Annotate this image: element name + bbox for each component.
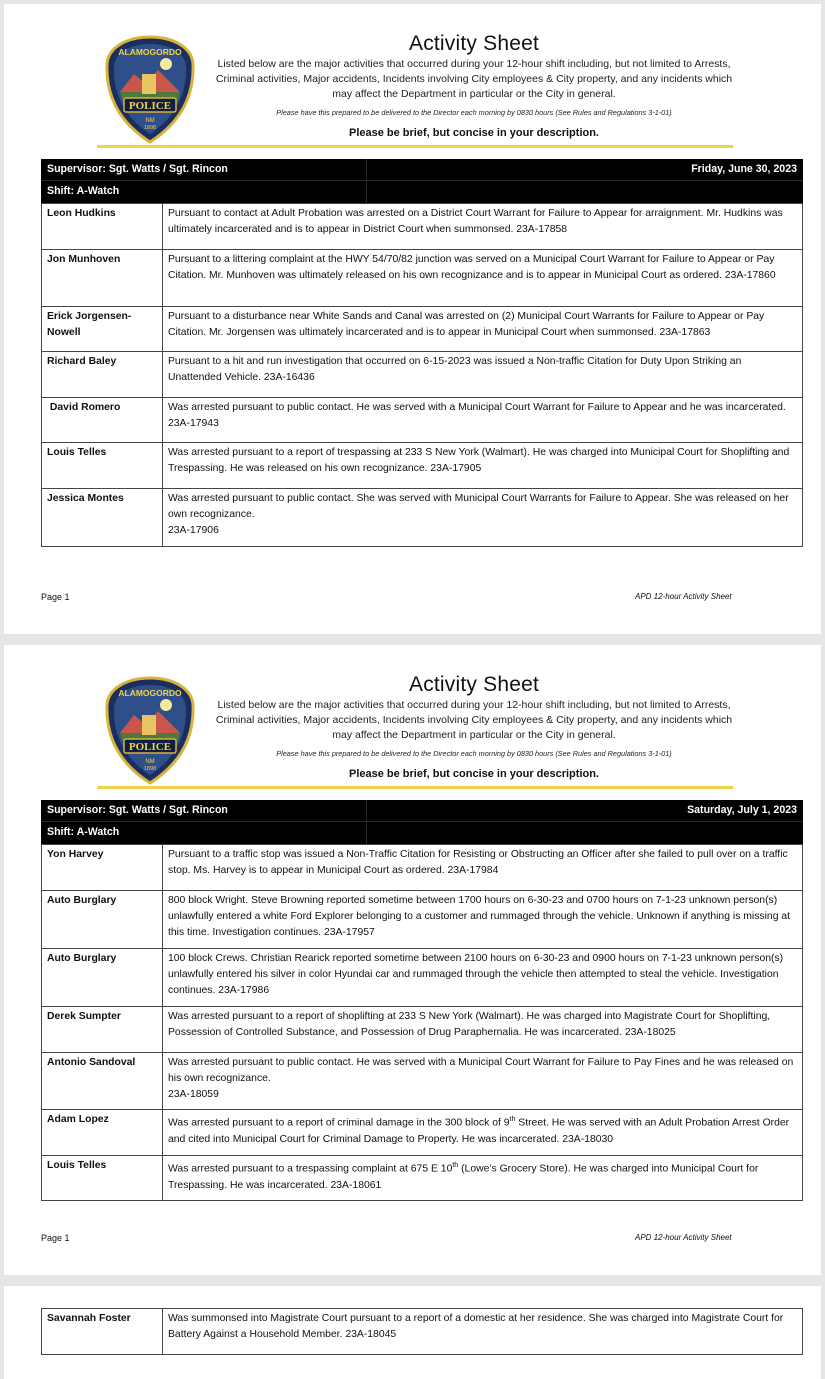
entry-description: Was arrested pursuant to public contact. He was served with a Municipal Court Warrant for Failure to Appear and he was incarcerated. 23A-17943 [163,398,803,443]
table-row [42,1053,803,1110]
entry-name: Louis Telles [42,1156,163,1201]
entry-description-cell [163,1053,803,1110]
shift-date: Saturday, July 1, 2023 [687,804,797,816]
header-note: Please have this prepared to be delivered to the Director each morning by 0830 hours (See Rules and Regulations 3-1-01) [276,108,672,117]
table-row [42,891,803,949]
table-row [42,845,803,891]
entry-description: Was arrested pursuant to public contact. He was served with a Municipal Court Warrant for Failure to Pay Fines and he was released on his own recognizance. [168,1057,794,1085]
entry-name: Derek Sumpter [42,1007,163,1053]
police-badge-logo [104,34,196,146]
entry-description: Was arrested pursuant to a trespassing complaint at 675 E 10 [168,1163,453,1175]
footer-page-number: Page 1 [41,592,70,602]
shift-header-bar [41,159,803,203]
entry-description: Was arrested pursuant to a report of shoplifting at 233 S New York (Walmart). He was charged into Magistrate Court for Shoplifting, Possession of Controlled Substance, and Possession of Drug Paraphernalia. He was incarcerated. 23A-18025 [163,1007,803,1053]
supervisor-label: Supervisor: Sgt. Watts / Sgt. Rincon [47,804,228,816]
entry-description-cell [163,489,803,547]
ordinal-suffix: th [509,1116,516,1123]
document-page-3 [4,1286,821,1379]
entry-name: Yon Harvey [42,845,163,891]
shift-label: Shift: A-Watch [47,826,120,838]
table-row [42,1110,803,1156]
logo-top-text: ALAMOGORDO [118,47,182,57]
entry-description: 800 block Wright. Steve Browning reported sometime between 1700 hours on 6-30-23 and 0700 hours on 7-1-23 unknown person(s) unlawfully entered a white Ford Explorer belonging to a customer and rummaged through the vehicle. Unknown if anything is missing at this time. Investigation continues. 23A-17957 [163,891,803,949]
table-row [42,307,803,352]
shift-label: Shift: A-Watch [47,185,120,197]
entry-description-cell [163,1156,803,1201]
entry-name: Auto Burglary [42,949,163,1007]
table-row [42,489,803,547]
entry-name: Antonio Sandoval [42,1053,163,1110]
entry-name: Savannah Foster [42,1309,163,1355]
entry-description: Was arrested pursuant to a report of trespassing at 233 S New York (Walmart). He was charged into Municipal Court for Shoplifting and Trespassing. He was released on his own recognizance. 23A-17905 [163,443,803,489]
entry-description: Was arrested pursuant to a report of criminal damage in the 300 block of 9 [168,1117,510,1129]
entry-name: Auto Burglary [42,891,163,949]
footer-title: APD 12-hour Activity Sheet [635,592,732,601]
footer-title: APD 12-hour Activity Sheet [635,1233,732,1242]
entry-description-cont: (Lowe’s Grocery Store). He was charged into Municipal Court for Trespassing. He was incarcerated. 23A-18061 [168,1163,759,1191]
police-badge-logo [104,675,196,787]
activity-table [41,1308,803,1355]
table-row [42,1156,803,1201]
entry-name: Jessica Montes [42,489,163,547]
document-page-1 [4,4,821,634]
table-row [42,949,803,1007]
gold-divider [97,786,733,789]
activity-table [41,203,803,547]
entry-name: Leon Hudkins [42,204,163,250]
entry-description: Pursuant to a littering complaint at the HWY 54/70/82 junction was served on a Municipal Court Warrant for Failure to Appear or Pay Citation. Mr. Munhoven was ultimately released on his own recognizance and is to appear in Municipal Court as ordered. 23A-17860 [163,250,803,307]
ordinal-suffix: th [452,1162,459,1169]
table-row [42,1309,803,1355]
entry-name: Richard Baley [42,352,163,398]
entry-case-number: 23A-17906 [168,525,219,537]
activity-table [41,844,803,1201]
supervisor-label: Supervisor: Sgt. Watts / Sgt. Rincon [47,163,228,175]
entry-description-cell [163,1110,803,1156]
header-brief-instruction: Please be brief, but concise in your description. [348,768,599,780]
logo-year-text: 1898 [143,125,157,131]
table-row [42,443,803,489]
entry-description: Pursuant to a disturbance near White Sands and Canal was arrested on (2) Municipal Court Warrants for Failure to Appear or Pay Citation. Mr. Jorgensen was ultimately incarcerated and is to appear in Municipal Court when summonsed. 23A-17863 [163,307,803,352]
logo-state-text: NM [145,118,155,124]
header-note: Please have this prepared to be delivered to the Director each morning by 0830 hours (See Rules and Regulations 3-1-01) [276,749,672,758]
table-row [42,1007,803,1053]
shift-date: Friday, June 30, 2023 [691,163,797,175]
entry-description: Pursuant to contact at Adult Probation was arrested on a District Court Warrant for Failure to Appear for arraignment. Mr. Hudkins was ultimately incarcerated and is to appear in District Court when summonsed. 23A-17858 [163,204,803,250]
logo-top-text: ALAMOGORDO [118,688,182,698]
entry-description: Pursuant to a traffic stop was issued a Non-Traffic Citation for Resisting or Obstructing an Officer after she failed to pull over on a traffic stop. Ms. Harvey is to appear in Municipal Court as ordered. 23A-17984 [163,845,803,891]
table-row [42,398,803,443]
entry-description: 100 block Crews. Christian Rearick reported sometime between 2100 hours on 6-30-23 and 0900 hours on 7-1-23 unknown person(s) unlawfully entered his silver in color Hyundai car and rummaged through the vehicle then attempted to steal the vehicle. Investigation continues. 23A-17986 [163,949,803,1007]
entry-case-number: 23A-18059 [168,1089,219,1101]
gold-divider [97,145,733,148]
entry-name: Adam Lopez [42,1110,163,1156]
entry-name: David Romero [42,398,163,443]
entry-name: Louis Telles [42,443,163,489]
logo-year-text: 1898 [143,766,157,772]
header-brief-instruction: Please be brief, but concise in your description. [348,127,599,139]
page-title: Activity Sheet [408,673,540,696]
entry-name: Jon Munhoven [42,250,163,307]
header-description: Listed below are the major activities that occurred during your 12-hour shift including, but not limited to Arrests, Criminal activities, Major accidents, Incidents involving City employees & City property, and any incidents which may affect the Department in particular or the City in general. [215,58,733,100]
entry-description: Was summonsed into Magistrate Court pursuant to a report of a domestic at her residence. She was charged into Magistrate Court for Battery Against a Household Member. 23A-18045 [163,1309,803,1355]
logo-center-text: POLICE [128,100,172,112]
logo-state-text: NM [145,759,155,765]
shift-header-bar [41,800,803,844]
footer-page-number: Page 1 [41,1233,70,1243]
entry-description: Pursuant to a hit and run investigation that occurred on 6-15-2023 was issued a Non-traffic Citation for Duty Upon Striking an Unattended Vehicle. 23A-16436 [163,352,803,398]
logo-center-text: POLICE [128,741,172,753]
entry-description: Was arrested pursuant to public contact. She was served with Municipal Court Warrants for Failure to Appear. She was released on her own recognizance. [168,493,789,521]
entry-name: Erick Jorgensen-Nowell [42,307,163,352]
entry-description-cont: Street. He was served with an Adult Probation Arrest Order and cited into Municipal Court for Criminal Damage to Property. He was incarcerated. 23A-18030 [168,1117,790,1145]
table-row [42,250,803,307]
table-row [42,204,803,250]
page-title: Activity Sheet [408,32,540,55]
document-page-2 [4,645,821,1275]
header-description: Listed below are the major activities that occurred during your 12-hour shift including, but not limited to Arrests, Criminal activities, Major accidents, Incidents involving City employees & City property, and any incidents which may affect the Department in particular or the City in general. [215,699,733,741]
table-row [42,352,803,398]
